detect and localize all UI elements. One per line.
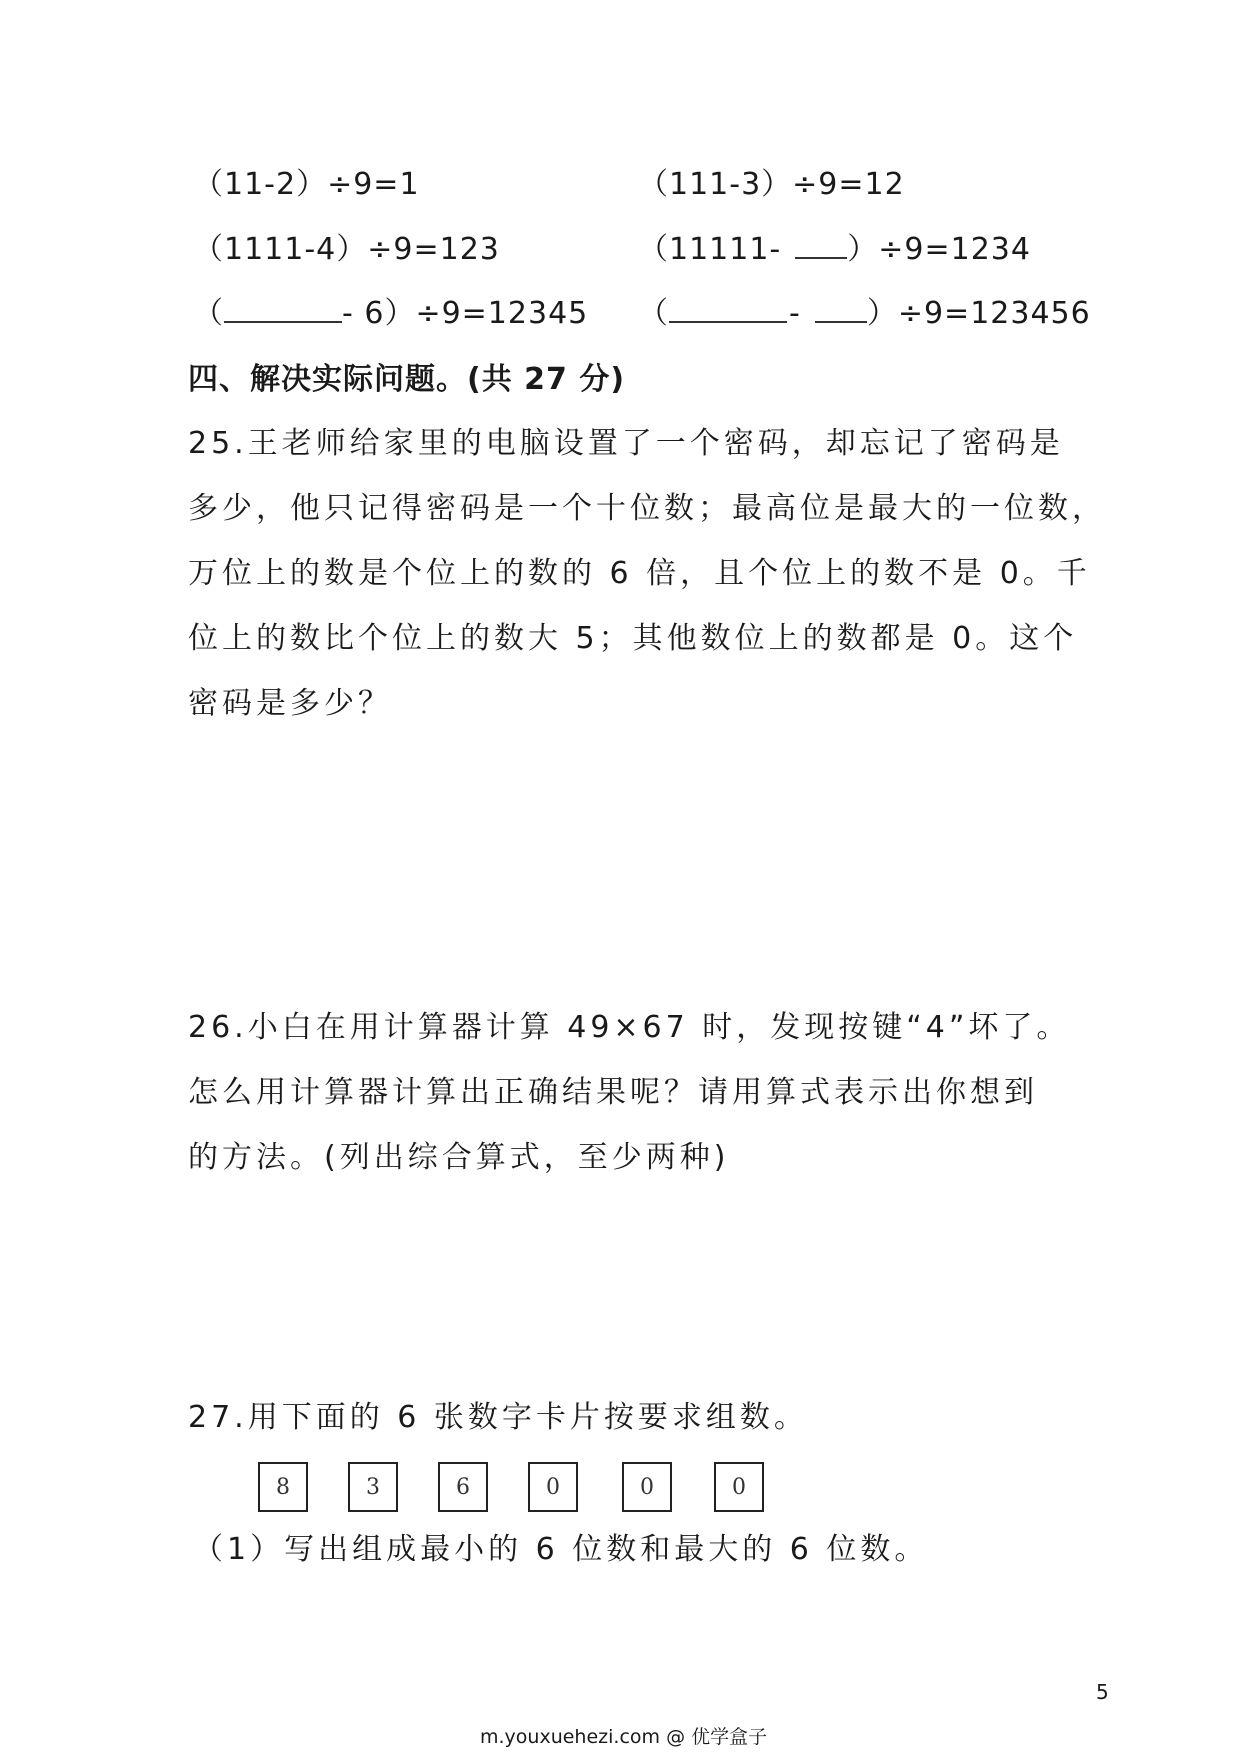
equation-5-left: （ (193, 296, 224, 331)
equation-6-minus: - (789, 296, 801, 331)
answer-blank[interactable] (224, 295, 342, 323)
equation-2: （111-3）÷9=12 (638, 167, 905, 202)
digit-card: 8 (258, 1462, 308, 1512)
digit-card: 0 (714, 1462, 764, 1512)
equation-1: （11-2）÷9=1 (193, 167, 420, 202)
equation-6-right: ）÷9=123456 (866, 296, 1091, 331)
q26-line: 26.小白在用计算器计算 49×67 时，发现按键“4”坏了。 (188, 1010, 1071, 1045)
q25-line: 密码是多少？ (188, 686, 392, 721)
equation-6 (638, 294, 1091, 334)
page-number: 5 (1096, 1680, 1109, 1704)
equation-4-left: （11111- (638, 232, 782, 267)
equation-5 (193, 294, 588, 334)
q26-line: 怎么用计算器计算出正确结果呢？请用算式表示出你想到 (188, 1075, 1038, 1110)
equation-5-right: - 6）÷9=12345 (342, 296, 589, 331)
equation-6-left: （ (638, 296, 669, 331)
answer-blank[interactable] (669, 295, 787, 323)
section-heading: 四、解决实际问题。(共 27 分) (188, 362, 626, 397)
answer-blank[interactable] (815, 295, 867, 323)
q25-line: 25.王老师给家里的电脑设置了一个密码，却忘记了密码是 (188, 426, 1064, 461)
q26-line: 的方法。(列出综合算式，至少两种) (188, 1140, 730, 1175)
digit-card: 0 (622, 1462, 672, 1512)
q27-sub1: （1）写出组成最小的 6 位数和最大的 6 位数。 (193, 1532, 929, 1567)
equation-4-right: ）÷9=1234 (847, 232, 1031, 267)
digit-card: 3 (348, 1462, 398, 1512)
footer-site: m.youxuehezi.com @ 优学盒子 (480, 1726, 768, 1748)
q25-line: 多少，他只记得密码是一个十位数；最高位是最大的一位数， (188, 491, 1106, 526)
q25-line: 万位上的数是个位上的数的 6 倍，且个位上的数不是 0。千 (188, 556, 1091, 591)
digit-card: 6 (438, 1462, 488, 1512)
equation-4 (638, 230, 1031, 270)
q25-line: 位上的数比个位上的数大 5；其他数位上的数都是 0。这个 (188, 621, 1078, 656)
equation-3: （1111-4）÷9=123 (193, 232, 500, 267)
answer-blank[interactable] (795, 231, 847, 259)
digit-card: 0 (528, 1462, 578, 1512)
q27-stem: 27.用下面的 6 张数字卡片按要求组数。 (188, 1400, 808, 1435)
